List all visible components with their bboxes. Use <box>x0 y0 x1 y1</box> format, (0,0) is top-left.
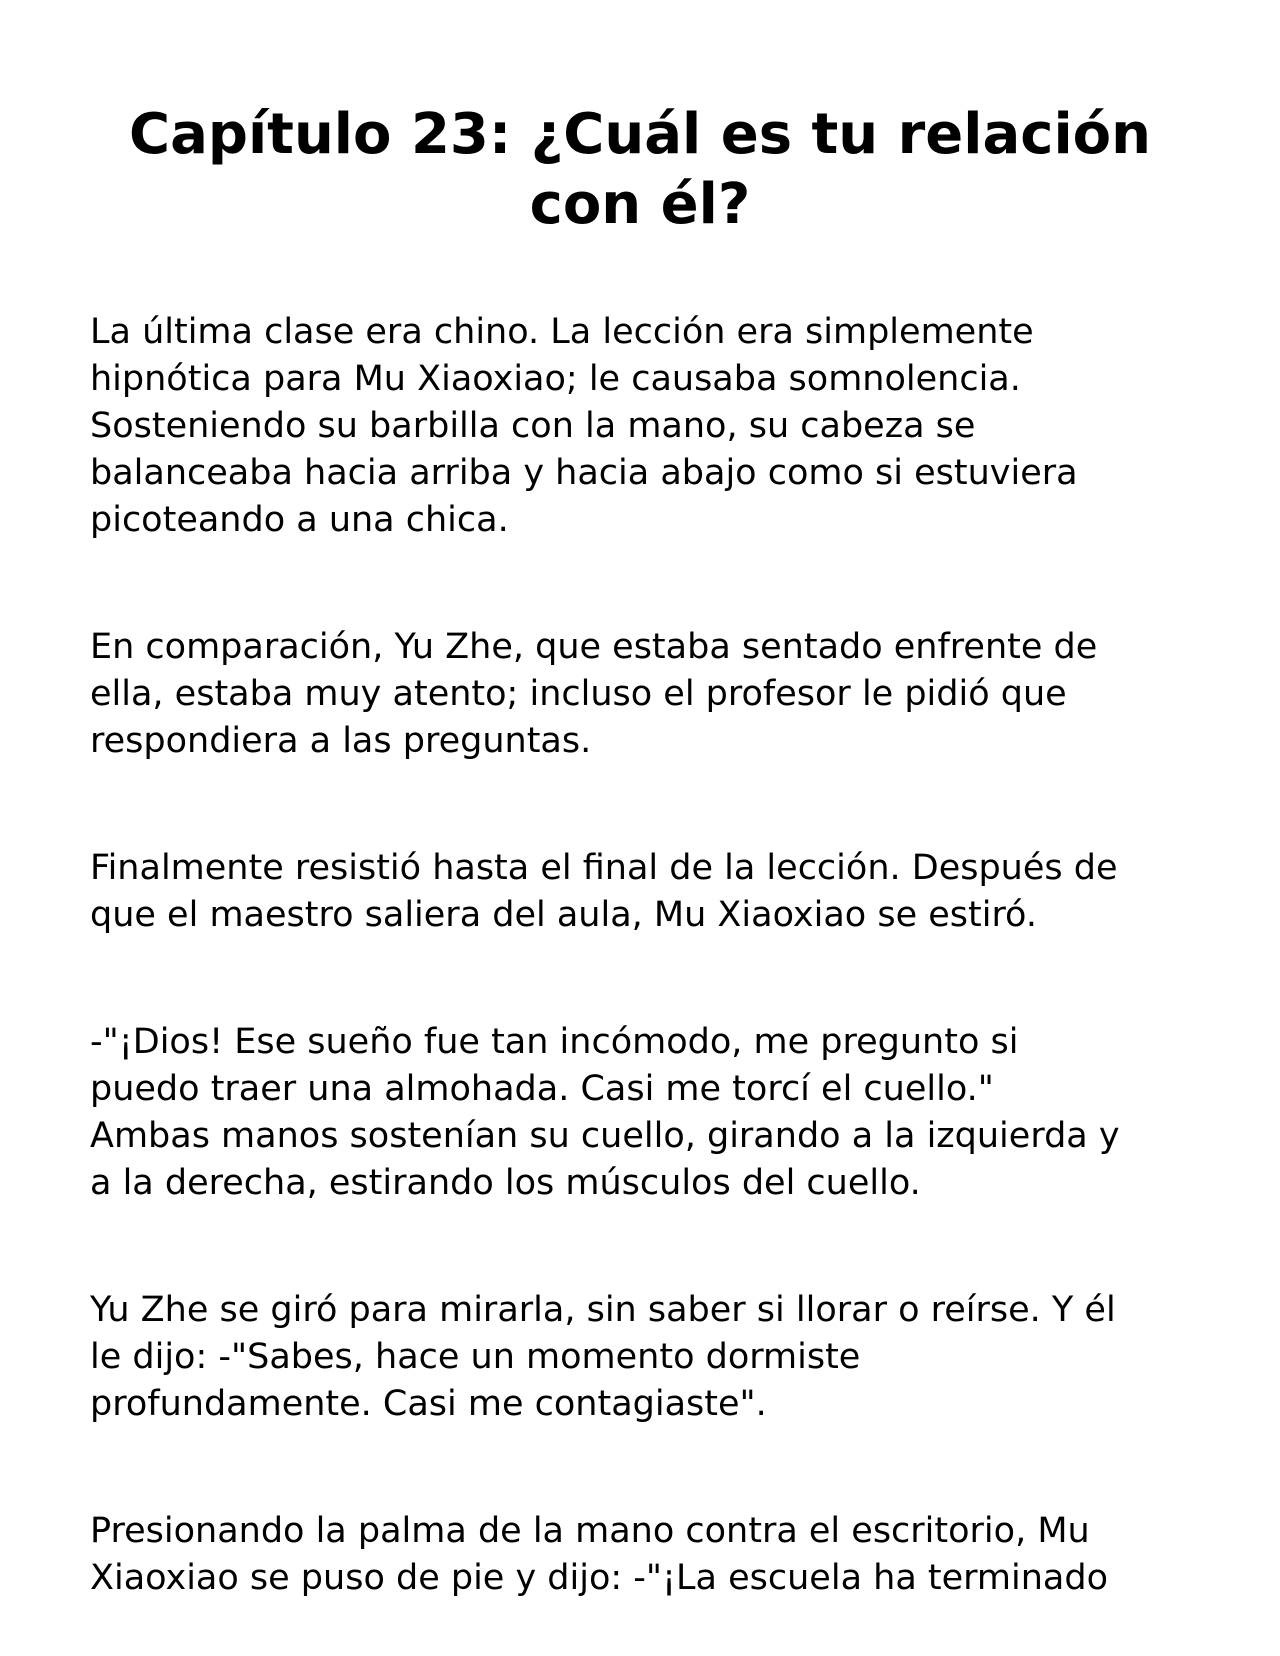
paragraph: -"¡Dios! Ese sueño fue tan incómodo, me pregunto si puedo traer una almohada. Casi me torcí el cuello." Ambas manos sostenían su cuello, girando a la izquierda y a la derecha, estirando los músculos del cuello. <box>90 1022 1120 1203</box>
paragraph: Yu Zhe se giró para mirarla, sin saber si llorar o reírse. Y él le dijo: -"Sabes, hace un momento dormiste profundamente. Casi me contagiaste". <box>90 1290 1116 1424</box>
paragraph: Finalmente resistió hasta el final de la lección. Después de que el maestro saliera del aula, Mu Xiaoxiao se estiró. <box>90 848 1118 935</box>
chapter-title: Capítulo 23: ¿Cuál es tu relación con él? <box>129 102 1151 237</box>
paragraph: En comparación, Yu Zhe, que estaba sentado enfrente de ella, estaba muy atento; incluso el profesor le pidió que respondiera a las preguntas. <box>90 627 1098 761</box>
paragraph: Presionando la palma de la mano contra el escritorio, Mu Xiaoxiao se puso de pie y dijo: -"¡La escuela ha terminado <box>90 1511 1109 1598</box>
paragraph: La última clase era chino. La lección era simplemente hipnótica para Mu Xiaoxiao; le causaba somnolencia. Sosteniendo su barbilla con la mano, su cabeza se balanceaba hacia arriba y hacia abajo como si estuviera picoteando a una chica. <box>90 312 1078 540</box>
